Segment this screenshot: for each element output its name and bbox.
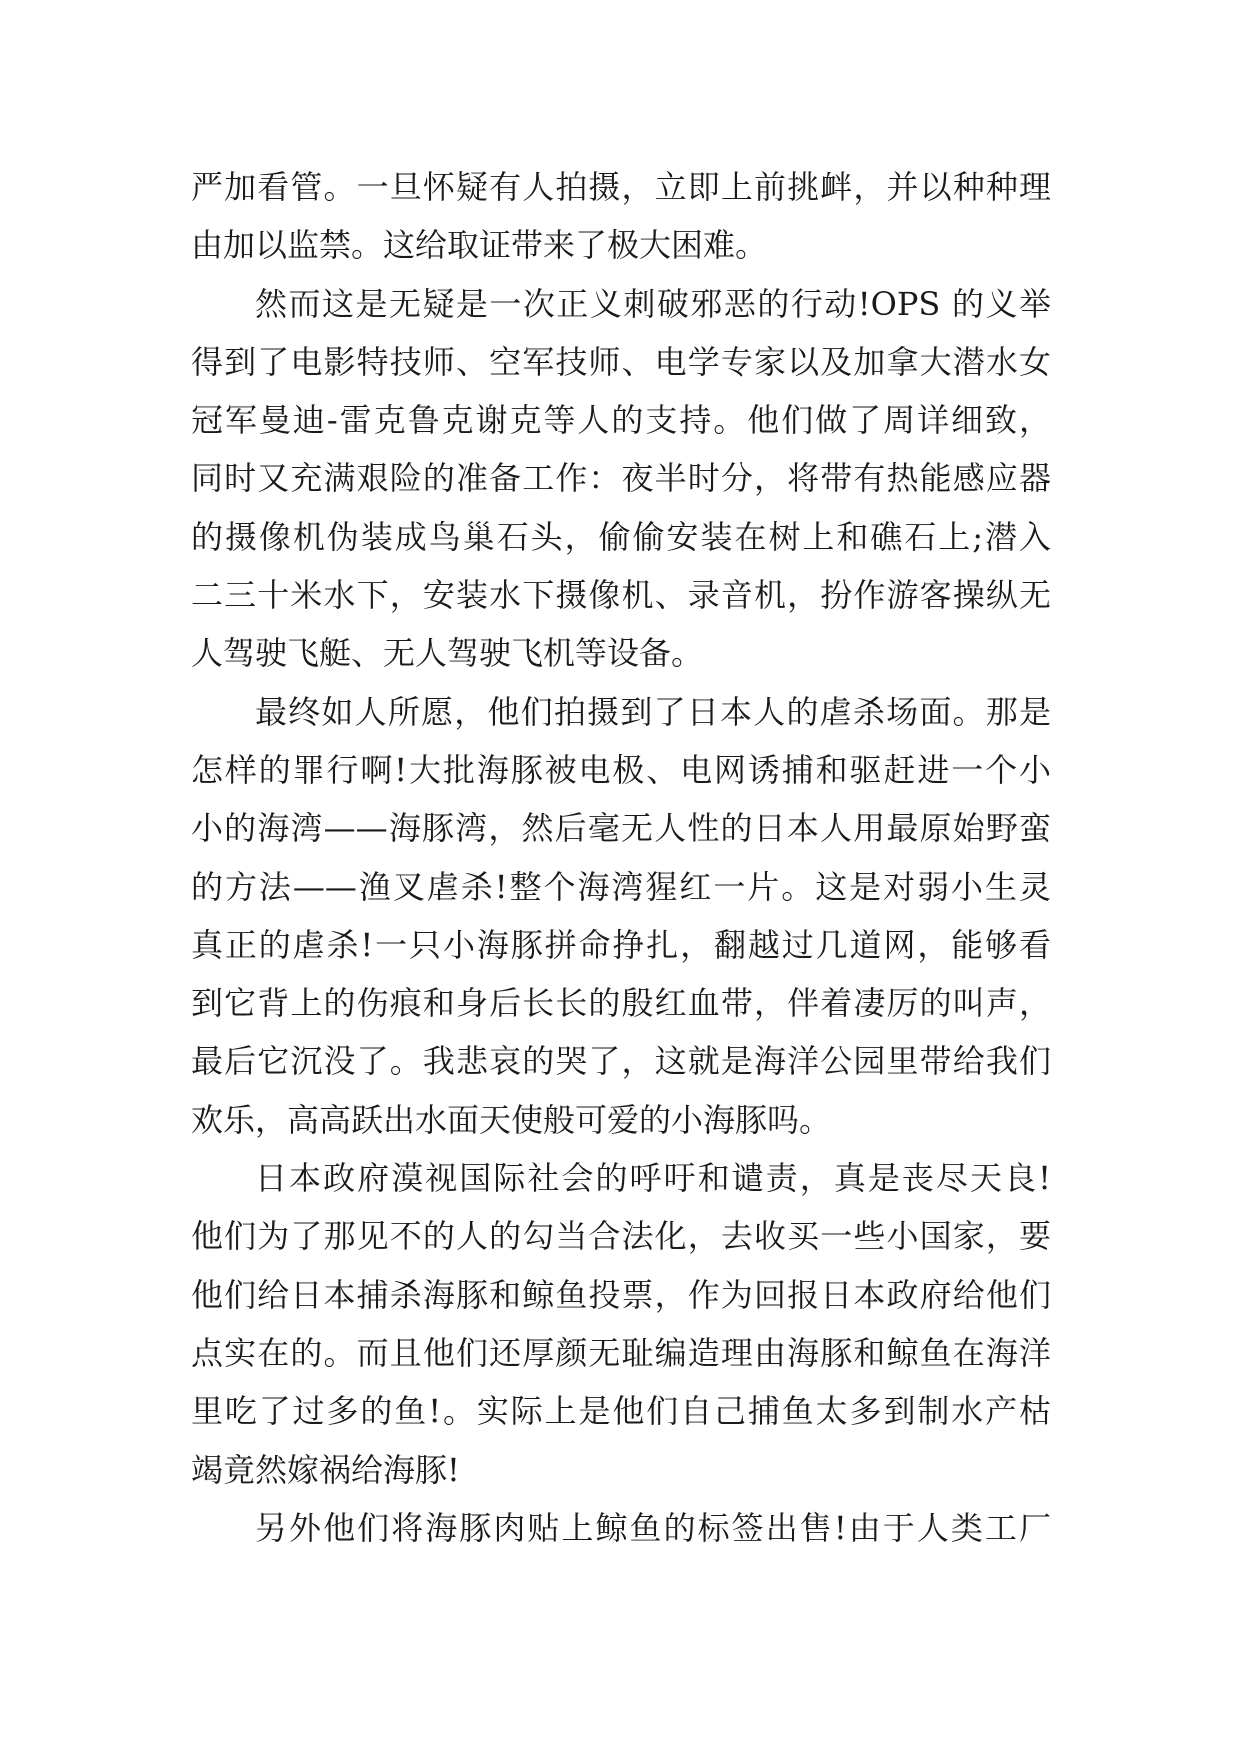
text-line: 到它背上的伤痕和身后长长的殷红血带，伴着凄厉的叫声，	[191, 984, 1051, 1023]
text-line: 日本政府漠视国际社会的呼吁和谴责，真是丧尽天良!	[255, 1159, 1051, 1198]
text-line: 怎样的罪行啊!大批海豚被电极、电网诱捕和驱赶进一个小	[191, 750, 1051, 789]
text-line: 他们为了那见不的人的勾当合法化，去收买一些小国家，要	[191, 1217, 1051, 1256]
text-line: 由加以监禁。这给取证带来了极大困难。	[191, 226, 768, 265]
text-line: 里吃了过多的鱼!。实际上是他们自己捕鱼太多到制水产枯	[191, 1392, 1051, 1431]
text-line: 真正的虐杀!一只小海豚拼命挣扎，翻越过几道网，能够看	[191, 925, 1051, 964]
text-line: 欢乐，高高跃出水面天使般可爱的小海豚吗。	[191, 1100, 832, 1139]
text-line: 最终如人所愿，他们拍摄到了日本人的虐杀场面。那是	[255, 692, 1051, 731]
text-line: 二三十米水下，安装水下摄像机、录音机，扮作游客操纵无	[191, 576, 1051, 615]
text-line: 点实在的。而且他们还厚颜无耻编造理由海豚和鲸鱼在海洋	[191, 1333, 1051, 1372]
body-text	[191, 158, 1051, 1557]
text-line: 最后它沉没了。我悲哀的哭了，这就是海洋公园里带给我们	[191, 1042, 1051, 1081]
text-line: 得到了电影特技师、空军技师、电学专家以及加拿大潜水女	[191, 342, 1051, 381]
text-line: 人驾驶飞艇、无人驾驶飞机等设备。	[191, 634, 704, 673]
text-line: 的方法——渔叉虐杀!整个海湾猩红一片。这是对弱小生灵	[191, 867, 1051, 906]
text-line: 小的海湾——海豚湾，然后毫无人性的日本人用最原始野蛮	[191, 809, 1051, 848]
text-line: 他们给日本捕杀海豚和鲸鱼投票，作为回报日本政府给他们	[191, 1275, 1051, 1314]
text-line: 同时又充满艰险的准备工作：夜半时分，将带有热能感应器	[191, 459, 1051, 498]
text-line: 冠军曼迪-雷克鲁克谢克等人的支持。他们做了周详细致，	[191, 401, 1051, 440]
text-line: 竭竟然嫁祸给海豚!	[191, 1450, 460, 1489]
text-line: 严加看管。一旦怀疑有人拍摄，立即上前挑衅，并以种种理	[191, 168, 1051, 206]
text-line: 然而这是无疑是一次正义刺破邪恶的行动!OPS 的义举	[255, 284, 1051, 323]
text-line: 的摄像机伪装成鸟巢石头，偷偷安装在树上和礁石上;潜入	[191, 517, 1051, 556]
text-line: 另外他们将海豚肉贴上鲸鱼的标签出售!由于人类工厂	[255, 1508, 1051, 1547]
